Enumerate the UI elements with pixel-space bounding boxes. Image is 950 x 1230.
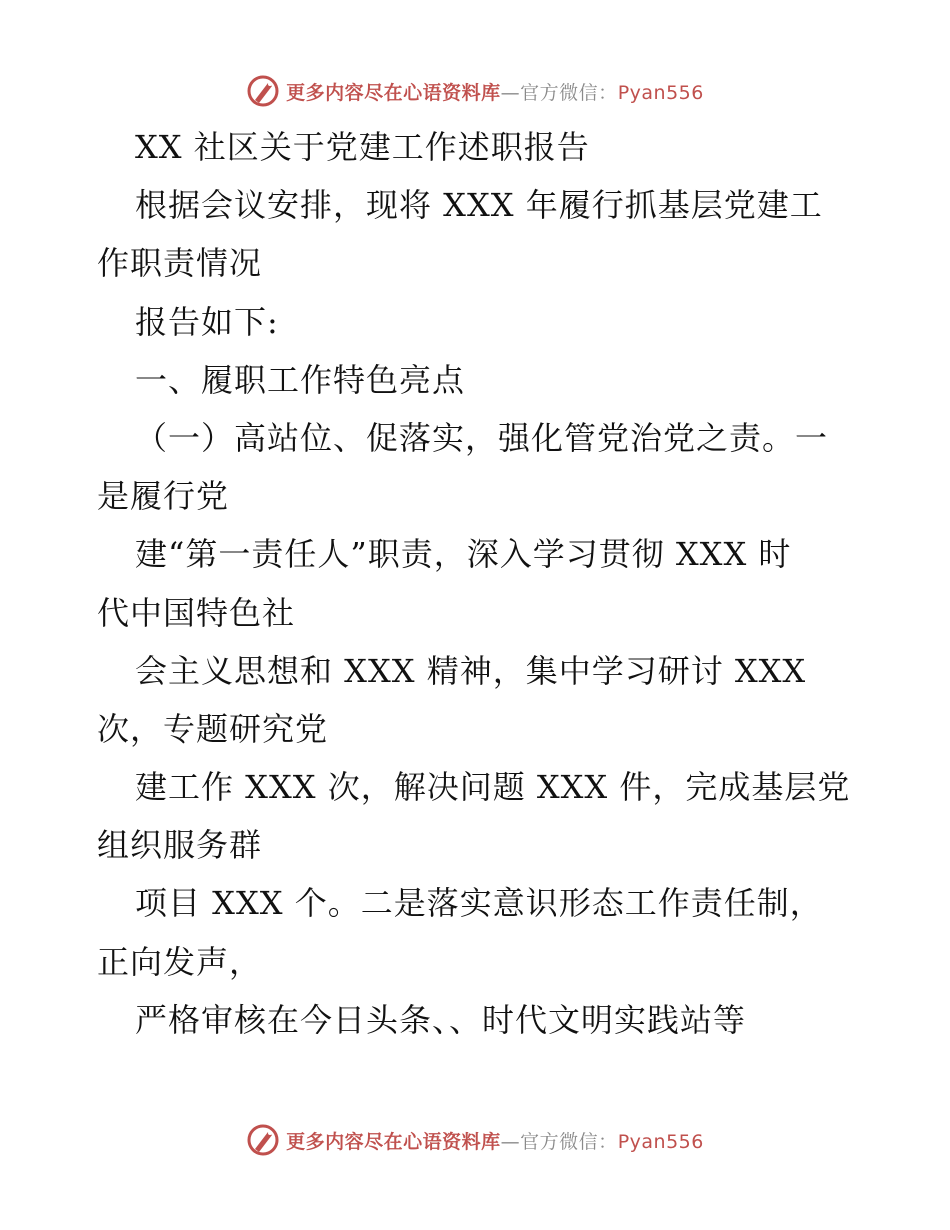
pen-logo-icon [246, 74, 280, 108]
paragraph-line: 严格审核在今日头条、、时代文明实践站等 [135, 1000, 747, 1039]
watermark-label: 官方微信： [520, 81, 618, 104]
paragraph-line: 正向发声， [97, 942, 263, 981]
document-body [97, 118, 857, 1049]
watermark-text [286, 1127, 704, 1154]
watermark-site: 更多内容尽在心语资料库 [286, 1130, 501, 1153]
paragraph-line: 建工作 XXX 次，解决问题 XXX 件，完成基层党 [135, 768, 851, 807]
watermark-text [286, 78, 704, 105]
watermark-id: Pyan556 [617, 1130, 704, 1153]
watermark-dash: — [500, 1130, 521, 1153]
watermark-dash: — [500, 81, 521, 104]
paragraph-line: 项目 XXX 个。二是落实意识形态工作责任制， [135, 884, 823, 923]
document-title: XX 社区关于党建工作述职报告 [135, 128, 590, 166]
paragraph-line: 建“第一责任人”职责，深入学习贯彻 XXX 时 [135, 535, 792, 574]
paragraph-line: 代中国特色社 [97, 593, 296, 632]
paragraph-line: 作职责情况 [97, 244, 263, 283]
section-heading: 一、履职工作特色亮点 [135, 360, 466, 399]
watermark-label: 官方微信： [520, 1130, 618, 1153]
watermark-id: Pyan556 [617, 81, 704, 104]
paragraph-line: 报告如下: [135, 302, 279, 341]
paragraph-line: 会主义思想和 XXX 精神，集中学习研讨 XXX [135, 651, 807, 690]
watermark-footer [0, 1120, 950, 1160]
paragraph-line: 次，专题研究党 [97, 709, 329, 748]
paragraph-line: 组织服务群 [97, 826, 263, 865]
pen-logo-icon [246, 1123, 280, 1157]
paragraph-line: 根据会议安排，现将 XXX 年履行抓基层党建工 [135, 186, 823, 225]
watermark-site: 更多内容尽在心语资料库 [286, 81, 501, 104]
paragraph-line: 是履行党 [97, 477, 230, 516]
watermark-header [0, 71, 950, 111]
subsection-heading: （一）高站位、促落实，强化管党治党之责。一 [135, 418, 829, 457]
